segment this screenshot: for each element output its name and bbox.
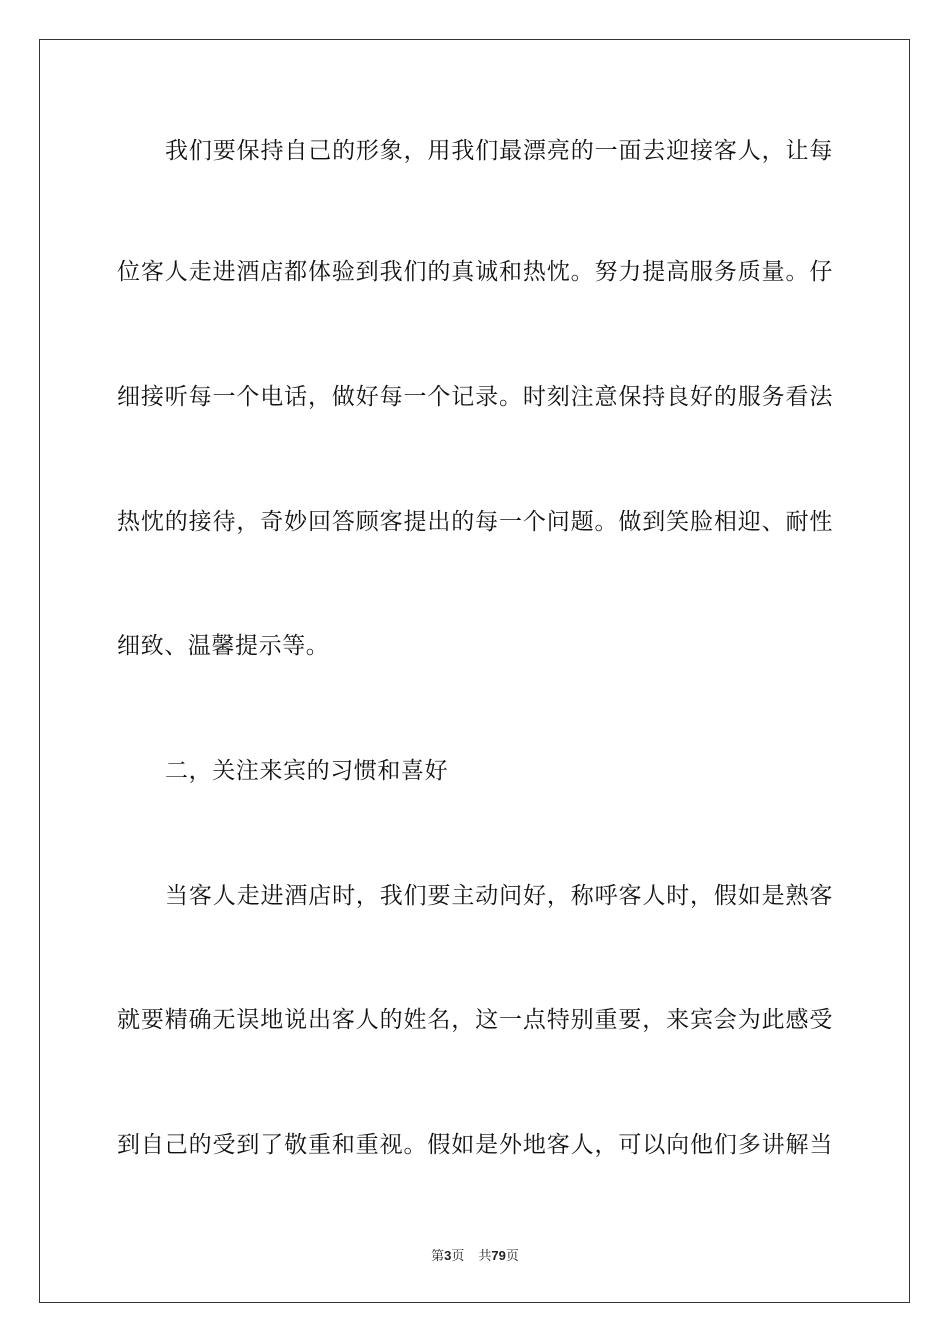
page-suffix: 页 [451, 1249, 465, 1264]
paragraph-line: 到自己的受到了敬重和重视。假如是外地客人，可以向他们多讲解当 [117, 1132, 833, 1158]
page-prefix: 第 [431, 1249, 445, 1264]
page-border [39, 39, 910, 1303]
paragraph-line: 就要精确无误地说出客人的姓名，这一点特别重要，来宾会为此感受 [117, 1007, 833, 1033]
paragraph-line: 细致、温馨提示等。 [117, 633, 330, 659]
paragraph-line: 位客人走进酒店都体验到我们的真诚和热忱。努力提高服务质量。仔 [117, 259, 833, 285]
paragraph-line: 我们要保持自己的形象，用我们最漂亮的一面去迎接客人，让每 [165, 138, 833, 164]
paragraph-line: 当客人走进酒店时，我们要主动问好，称呼客人时，假如是熟客 [165, 883, 833, 909]
paragraph-line: 细接听每一个电话，做好每一个记录。时刻注意保持良好的服务看法 [117, 384, 833, 410]
paragraph-line: 热忱的接待，奇妙回答顾客提出的每一个问题。做到笑脸相迎、耐性 [117, 509, 833, 535]
page-number: 3 [444, 1248, 452, 1263]
total-pages: 79 [491, 1248, 506, 1263]
total-suffix: 页 [505, 1249, 519, 1264]
total-prefix: 共 [478, 1249, 492, 1264]
section-heading: 二，关注来宾的习惯和喜好 [165, 758, 449, 784]
page-footer [0, 1247, 950, 1266]
